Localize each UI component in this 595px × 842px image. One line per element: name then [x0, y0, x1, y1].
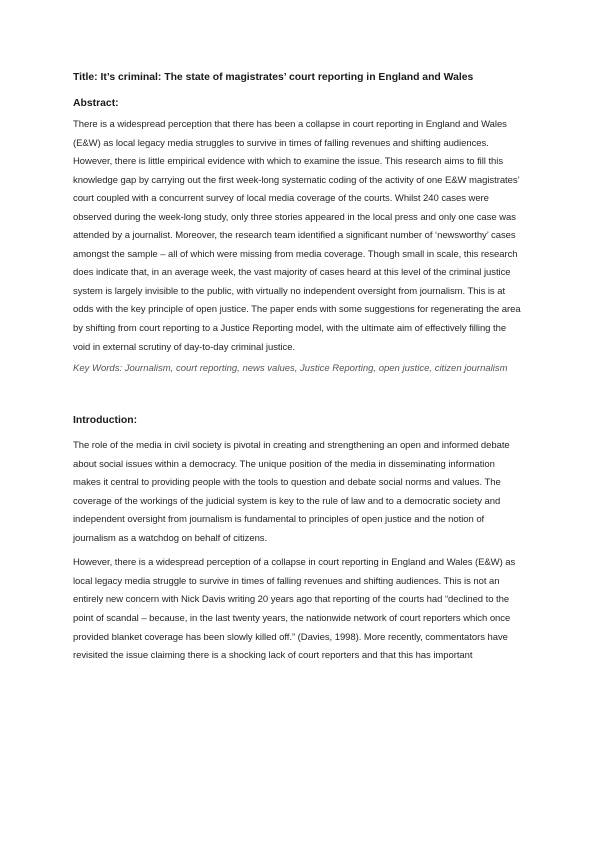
- introduction-heading: Introduction:: [73, 415, 138, 427]
- paper-title: Title: It’s criminal: The state of magistrates’ court reporting in England and Wales: [73, 72, 474, 83]
- introduction-paragraph-2: However, there is a widespread perception of a collapse in court reporting in England and Wales (E&W) as local legacy media struggle to survive in times of falling revenues and shifting audiences. This is not an entirely new concern with Nick Davis writing 20 years ago that reporting of the courts had “declined to the point of scandal – because, in the last twenty years, the nationwide network of court reporters which once provided blanket coverage has been slowly killed off.” (Davies, 1998). More recently, commentators have revisited the issue claiming there is a shocking lack of court reporters and that this has important: [73, 557, 516, 662]
- introduction-paragraph-1: The role of the media in civil society is pivotal in creating and strengthening an open and informed debate about social issues within a democracy. The unique position of the media in disseminating information makes it central to providing people with the tools to question and debate social norms and values. The coverage of the workings of the judicial system is key to the rule of law and to a democratic society and independent oversight from journalism is fundamental to principles of open justice and the notion of journalism as a watchdog on behalf of citizens.: [73, 440, 510, 544]
- abstract-heading: Abstract:: [73, 98, 119, 109]
- document-content: [73, 70, 523, 666]
- keywords: Key Words: Journalism, court reporting, news values, Justice Reporting, open justice, citizen journalism: [73, 363, 508, 375]
- abstract-text: There is a widespread perception that there has been a collapse in court reporting in England and Wales (E&W) as local legacy media struggles to survive in times of falling revenues and shifting audiences. However, there is little empirical evidence with which to examine the issue. This research aims to fill this knowledge gap by carrying out the first week-long systematic coding of the activity of one E&W magistrates’ court coupled with a concurrent survey of local media coverage of the courts. Whilst 240 cases were observed during the week-long study, only three stories appeared in the local press and only one case was attended by a journalist. Moreover, the research team identified a significant number of ‘newsworthy’ cases amongst the sample – all of which were missing from media coverage. Though small in scale, this research does indicate that, in an average week, the vast majority of cases heard at this level of the criminal justice system is largely invisible to the public, with virtually no independent oversight from journalism. This is at odds with the key principle of open justice. The paper ends with some suggestions for regenerating the area by shifting from court reporting to a Justice Reporting model, with the ultimate aim of effectively filling the void in external scrutiny of day-to-day criminal justice.: [73, 119, 521, 353]
